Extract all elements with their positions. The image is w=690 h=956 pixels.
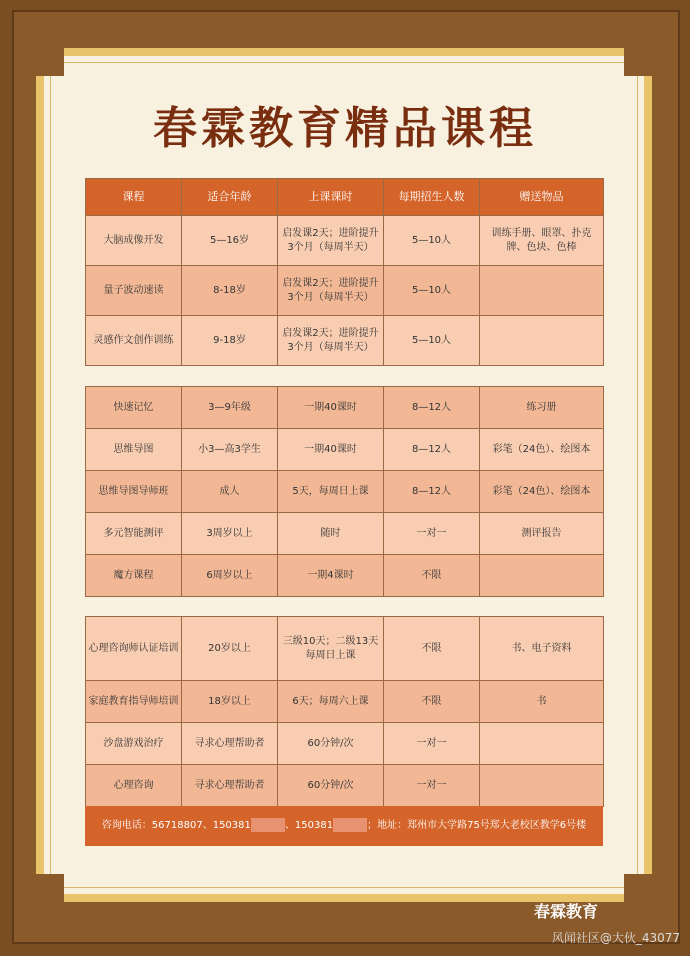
table-row: 思维导图 小3—高3学生 一期40课时 8—12人 彩笔（24色）、绘图本: [86, 429, 604, 471]
corner-decoration: [624, 874, 652, 902]
header-hours: 上课课时: [278, 179, 384, 216]
table-row: 多元智能测评 3周岁以上 随时 一对一 测评报告: [86, 513, 604, 555]
table-row: 心理咨询师认证培训 20岁以上 三级10天；二级13天每周日上课 不限 书、电子资料: [86, 617, 604, 681]
table-row: 沙盘游戏治疗 寻求心理帮助者 60分钟/次 一对一: [86, 723, 604, 765]
course-table: [85, 178, 604, 366]
contact-footer: [85, 806, 603, 846]
header-age: 适合年龄: [182, 179, 278, 216]
address: ；地址：郑州市大学路75号郑大老校区教学6号楼: [367, 820, 587, 831]
course-table: [85, 386, 604, 597]
phone-label: 咨询电话：56718807、150381: [101, 820, 251, 831]
table-row: 快速记忆 3—9年级 一期40课时 8—12人 练习册: [86, 387, 604, 429]
table-row: 魔方课程 6周岁以上 一期4课时 不限: [86, 555, 604, 597]
table-row: 大脑成像开发 5—16岁 启发课2天；进阶提升3个月（每周半天） 5—10人 训练手册、眼罩、扑克牌、色块、色棒: [86, 216, 604, 266]
header-enroll: 每期招生人数: [384, 179, 480, 216]
page-title: 春霖教育精品课程: [153, 103, 537, 154]
table-row: 心理咨询 寻求心理帮助者 60分钟/次 一对一: [86, 765, 604, 807]
header-gift: 赠送物品: [480, 179, 604, 216]
watermark: 风闻社区@大伙_43077: [551, 931, 680, 945]
course-table: [85, 616, 604, 807]
redacted-block: [251, 818, 285, 832]
corner-decoration: [36, 874, 64, 902]
redacted-block: [333, 818, 367, 832]
table-header: [86, 179, 604, 216]
header-course: 课程: [86, 179, 182, 216]
table-row: 量子波动速读 8-18岁 启发课2天；进阶提升3个月（每周半天） 5—10人: [86, 266, 604, 316]
table-row: 家庭教育指导师培训 18岁以上 6天；每周六上课 不限 书: [86, 681, 604, 723]
table-row: 灵感作文创作训练 9-18岁 启发课2天；进阶提升3个月（每周半天） 5—10人: [86, 316, 604, 366]
brand-logo: 春霖教育: [533, 902, 598, 921]
corner-decoration: [36, 48, 64, 76]
phone2: 、150381: [284, 820, 334, 831]
table-row: 思维导图导师班 成人 5天，每周日上课 8—12人 彩笔（24色）、绘图本: [86, 471, 604, 513]
corner-decoration: [624, 48, 652, 76]
